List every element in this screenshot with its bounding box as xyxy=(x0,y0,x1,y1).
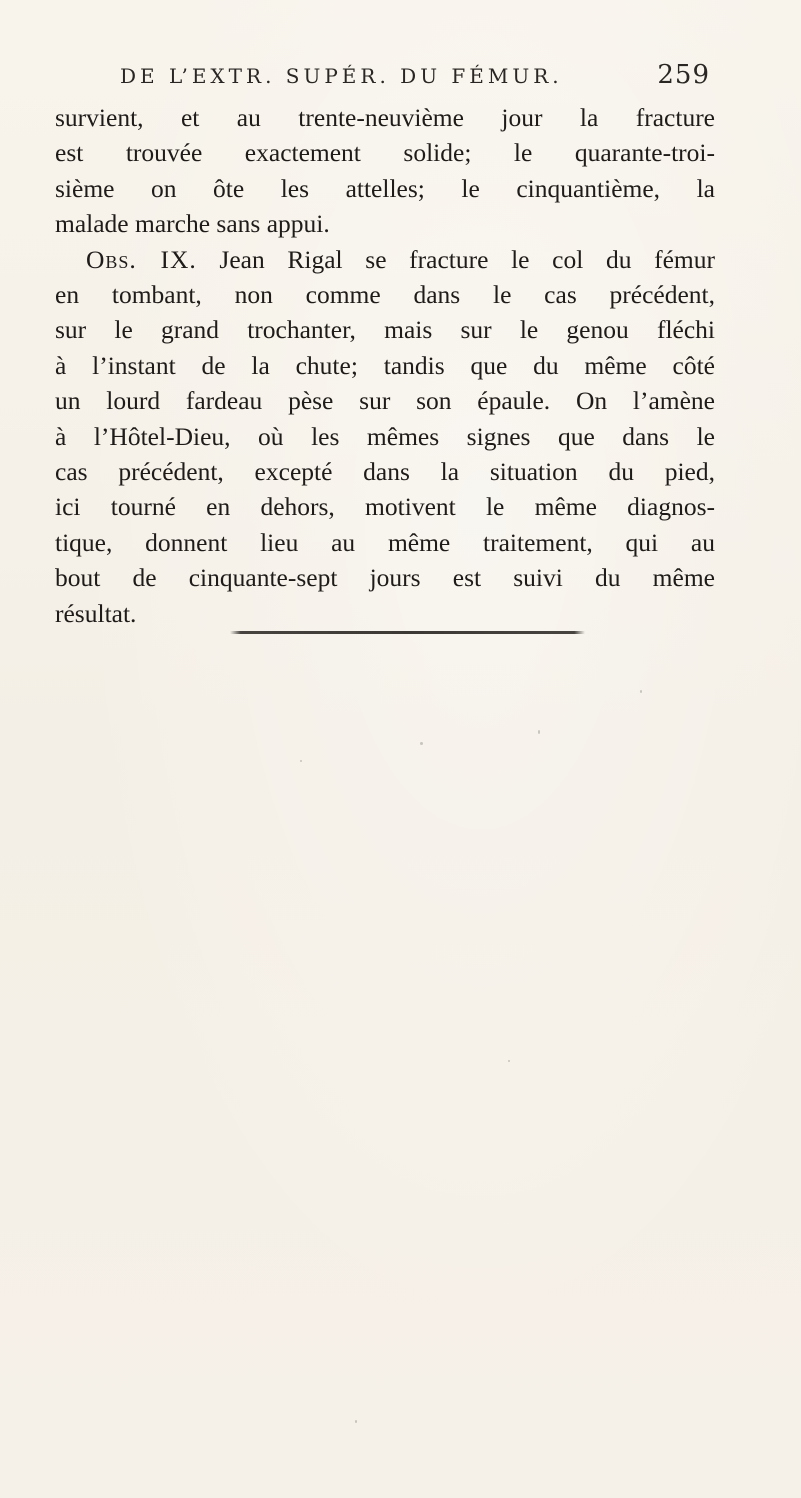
running-head xyxy=(120,60,710,96)
text-line: ici tourné en dehors, motivent le même diagnos- xyxy=(55,492,715,522)
paper-speck xyxy=(420,742,423,745)
text-line: est trouvée exactement solide; le quarante-troi- xyxy=(55,138,715,168)
observation-label: Obs. IX. xyxy=(86,244,197,274)
text-line: un lourd fardeau pèse sur son épaule. On l’amène xyxy=(55,386,715,416)
text-line: à l’instant de la chute; tandis que du même côté xyxy=(55,350,715,380)
text-line: survient, et au trente-neuvième jour la fracture xyxy=(55,103,715,132)
text-line: résultat. xyxy=(55,598,137,628)
observation-heading-line xyxy=(55,242,715,277)
paper-speck xyxy=(508,1060,510,1062)
text-line: sur le grand trochanter, mais sur le genou fléchi xyxy=(55,315,715,345)
text-line: tique, donnent lieu au même traitement, qui au xyxy=(55,527,715,557)
paper-speck xyxy=(640,690,642,693)
paper-speck xyxy=(300,760,302,762)
section-end-rule xyxy=(230,631,585,634)
text-line-rest: Jean Rigal se fracture le col du fémur xyxy=(219,244,715,274)
body-text xyxy=(55,100,715,631)
paper-speck xyxy=(538,730,540,734)
paper-speck xyxy=(355,1420,357,1423)
text-line: à l’Hôtel-Dieu, où les mêmes signes que dans le xyxy=(55,421,715,451)
running-head-title: DE L’EXTR. SUPÉR. DU FÉMUR. xyxy=(120,64,563,88)
page-number: 259 xyxy=(657,60,710,90)
text-line: malade marche sans appui. xyxy=(55,209,330,239)
text-line: cas précédent, excepté dans la situation du pied, xyxy=(55,457,715,487)
text-line: en tombant, non comme dans le cas précédent, xyxy=(55,280,715,310)
text-line: sième on ôte les attelles; le cinquantième, la xyxy=(55,173,715,203)
text-line: bout de cinquante-sept jours est suivi du même xyxy=(55,563,715,593)
